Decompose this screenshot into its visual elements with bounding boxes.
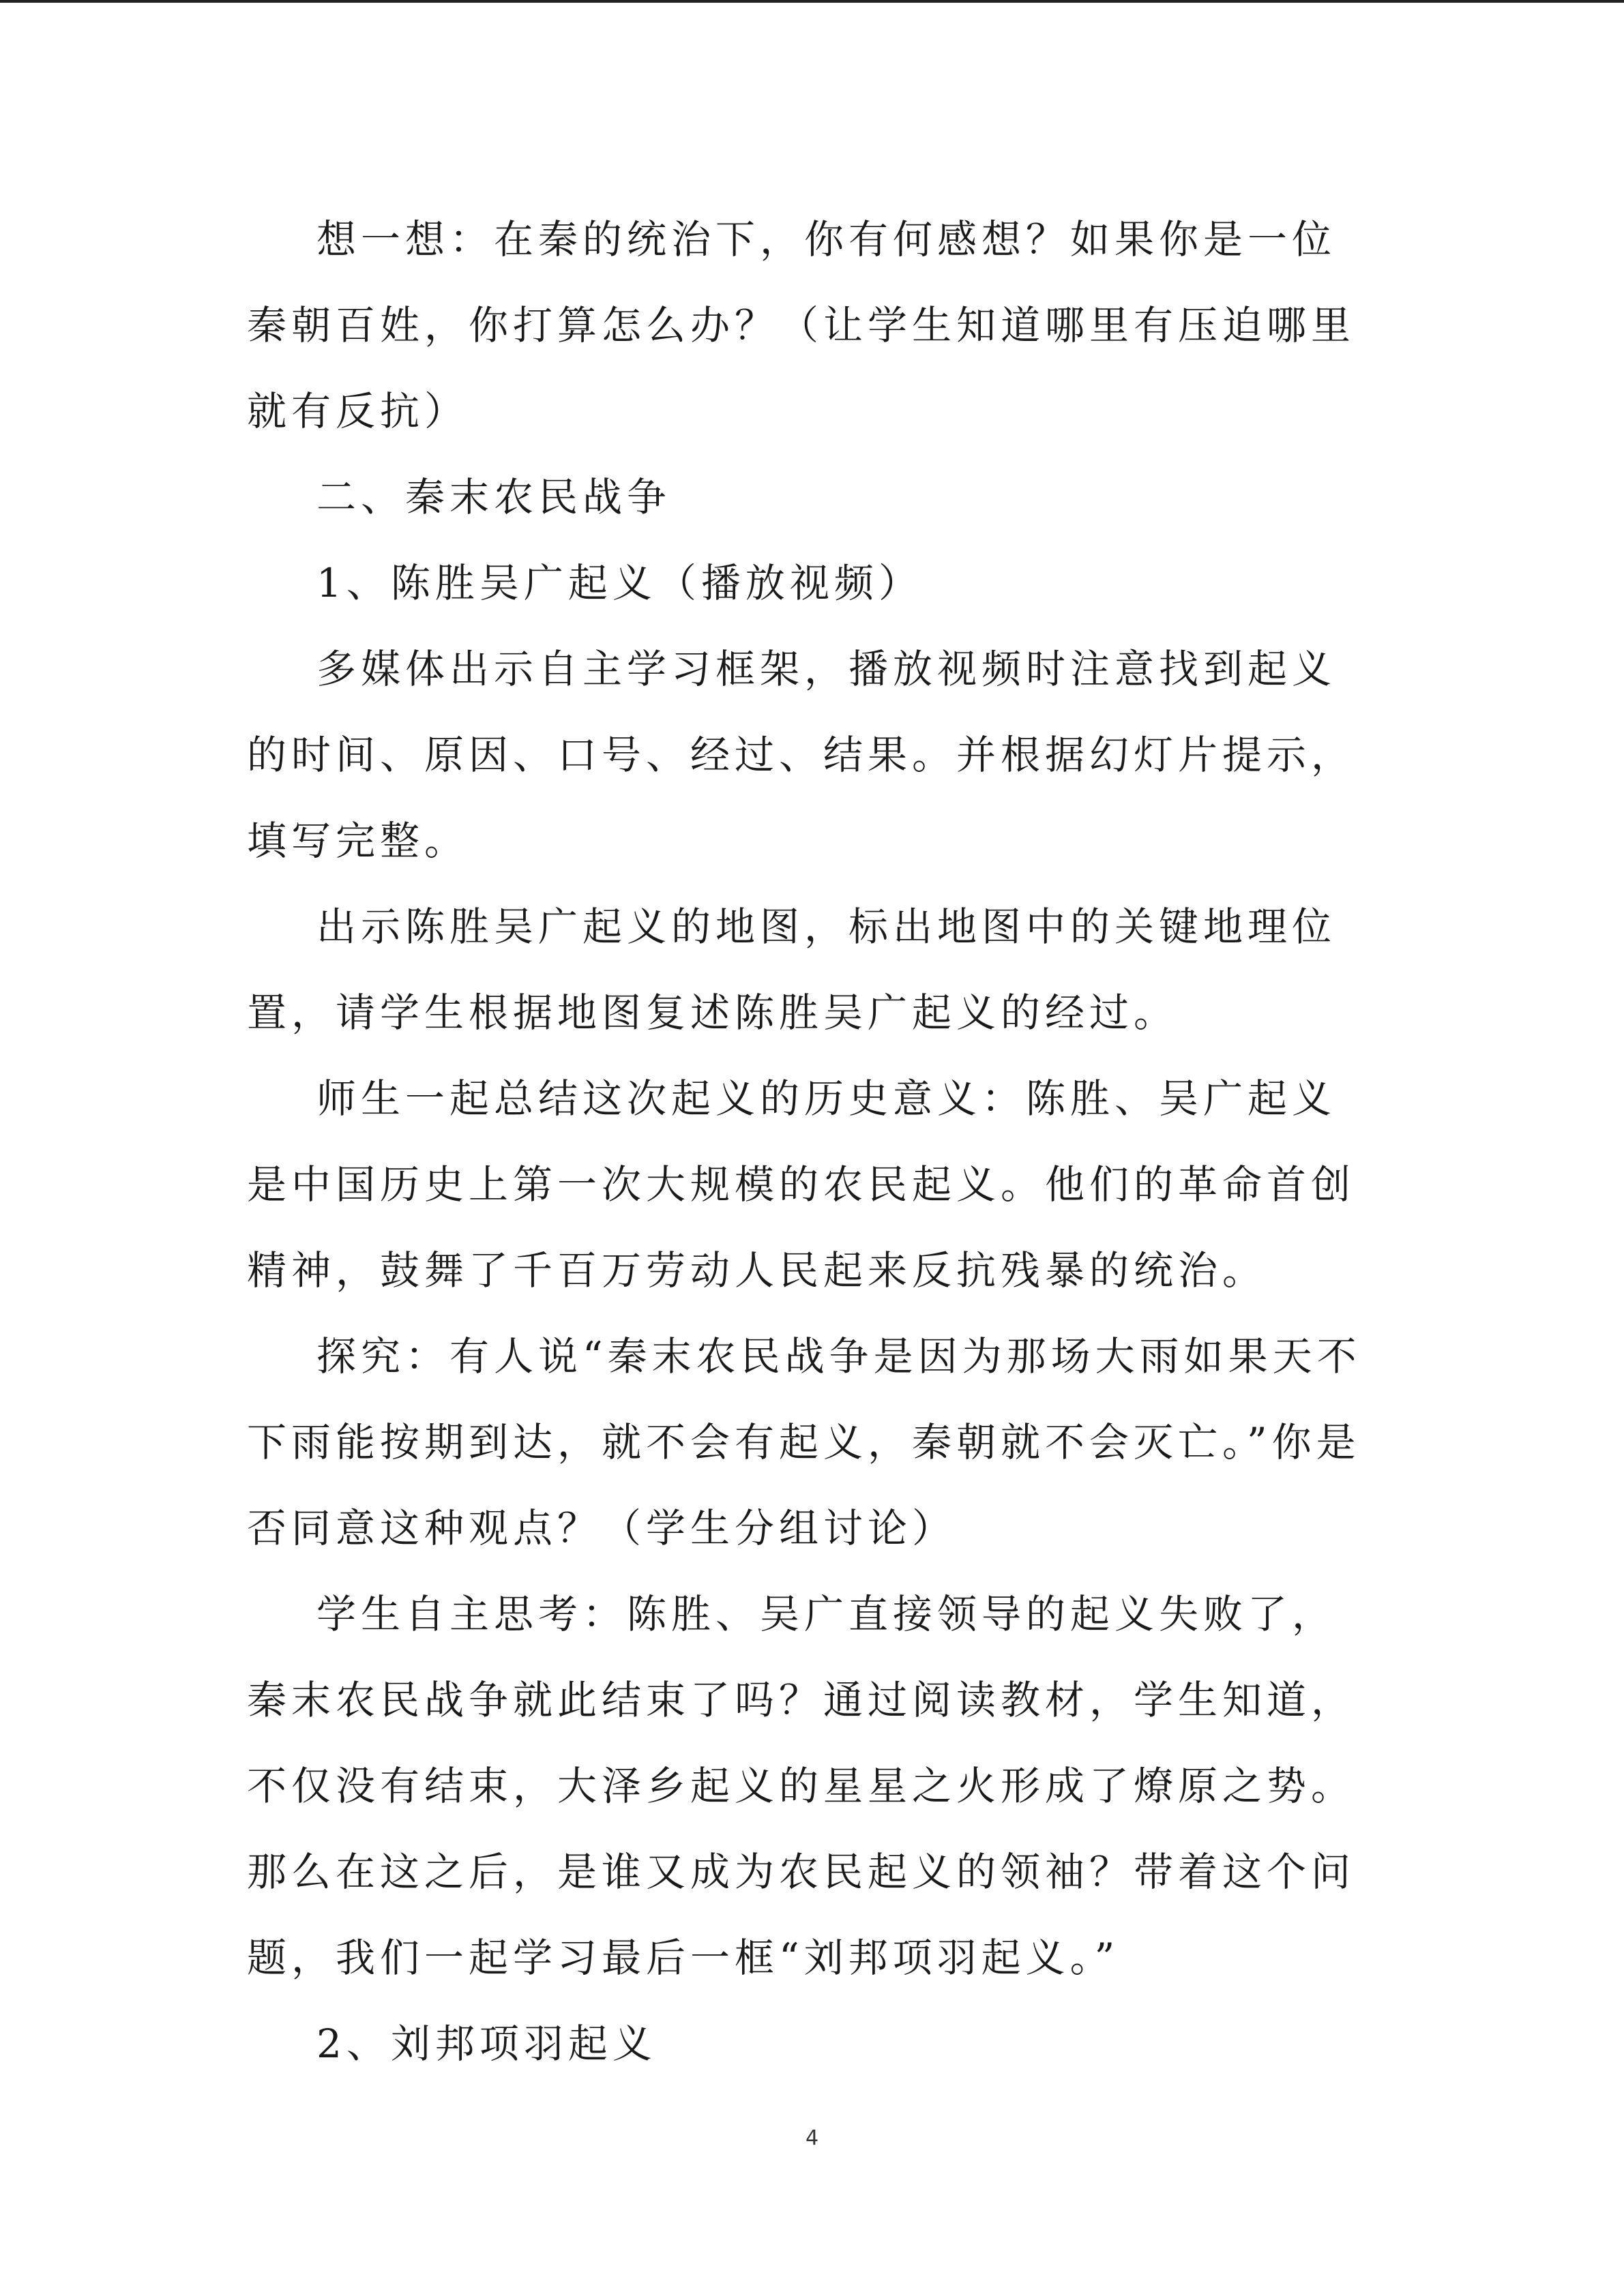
paragraph-uprising-map: 出示陈胜吴广起义的地图，标出地图中的关键地理位置，请学生根据地图复述陈胜吴广起义的经过。	[247, 904, 1337, 1036]
paragraph-self-study-framework: 多媒体出示自主学习框架，播放视频时注意找到起义的时间、原因、口号、经过、结果。并根据幻灯片提示，填写完整。	[247, 646, 1356, 864]
subsection-heading-chen-sheng-wu-guang: 1、陈胜吴广起义（播放视频）	[316, 560, 923, 606]
section-heading-qin-peasant-war: 二、秦末农民战争	[316, 474, 672, 520]
body-text	[247, 196, 1365, 2087]
page-number: 4	[805, 2126, 819, 2150]
paragraph-inquiry-discussion: 探究：有人说“秦末农民战争是因为那场大雨如果天不下雨能按期到达，就不会有起义，秦朝就不会灭亡。”你是否同意这种观点？（学生分组讨论）	[247, 1333, 1361, 1551]
paragraph-reflection-question: 想一想：在秦的统治下，你有何感想？如果你是一位秦朝百姓，你打算怎么办？（让学生知道哪里有压迫哪里就有反抗）	[247, 216, 1356, 434]
paragraph-independent-thinking: 学生自主思考：陈胜、吴广直接领导的起义失败了，秦末农民战争就此结束了吗？通过阅读教材，学生知道，不仅没有结束，大泽乡起义的星星之火形成了燎原之势。那么在这之后，是谁又成为农民起义的领袖？带着这个问题，我们一起学习最后一框“刘邦项羽起义。”	[247, 1591, 1356, 1981]
paragraph-historical-significance: 师生一起总结这次起义的历史意义：陈胜、吴广起义是中国历史上第一次大规模的农民起义。他们的革命首创精神，鼓舞了千百万劳动人民起来反抗残暴的统治。	[247, 1075, 1356, 1294]
subsection-heading-liu-bang-xiang-yu: 2、刘邦项羽起义	[316, 2021, 657, 2067]
top-border-line	[0, 0, 1624, 3]
